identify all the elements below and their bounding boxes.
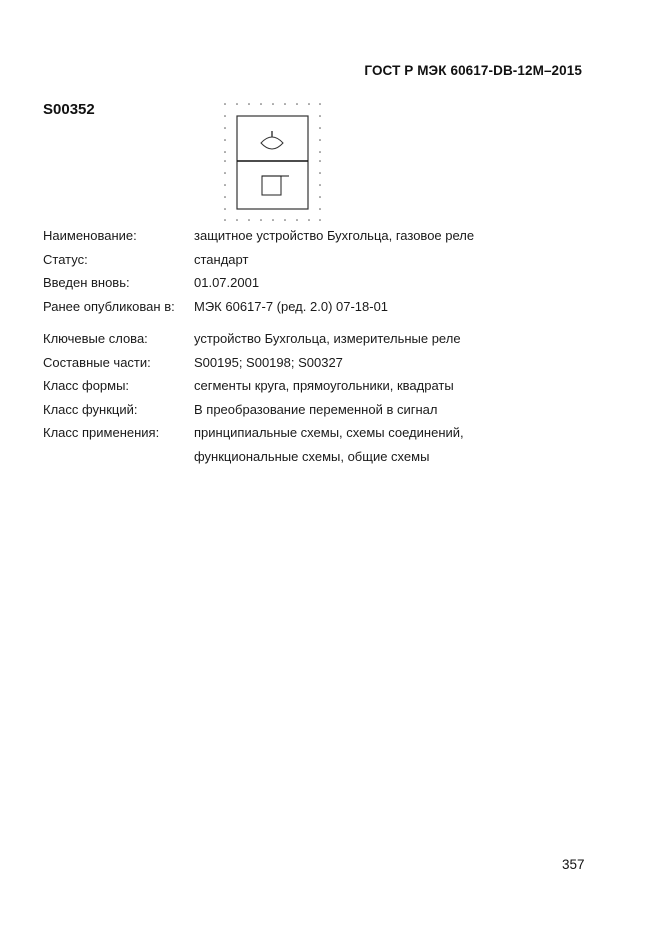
field-value: S00195; S00198; S00327 — [194, 354, 343, 370]
field-label: Класс применения: — [43, 425, 160, 440]
symbol-code: S00352 — [43, 101, 95, 118]
field-label: Ранее опубликован в: — [43, 298, 175, 314]
field-keywords — [43, 329, 474, 353]
field-value: МЭК 60617-7 (ред. 2.0) 07-18-01 — [194, 298, 389, 314]
page-number: 357 — [562, 857, 585, 872]
field-label: Наименование: — [43, 228, 137, 243]
field-shape-class — [43, 376, 474, 400]
field-application-class-continued — [43, 447, 474, 471]
symbol-properties — [43, 226, 474, 470]
field-application-class — [43, 423, 474, 447]
field-status — [43, 250, 474, 274]
field-value: сегменты круга, прямоугольники, квадраты — [194, 378, 454, 393]
field-value: функциональные схемы, общие схемы — [194, 448, 430, 464]
document-header-standard: ГОСТ Р МЭК 60617-DB-12M–2015 — [364, 63, 582, 78]
field-label: Составные части: — [43, 354, 151, 370]
field-label: Класс функций: — [43, 401, 138, 417]
field-label: Ключевые слова: — [43, 331, 148, 346]
field-value: устройство Бухгольца, измерительные реле — [194, 331, 461, 346]
field-published — [43, 297, 474, 321]
section-gap — [43, 320, 474, 329]
field-value: принципиальные схемы, схемы соединений, — [194, 425, 464, 440]
field-label: Статус: — [43, 251, 88, 267]
buchholz-relay-symbol-icon — [220, 99, 326, 225]
field-name — [43, 226, 474, 250]
field-value: В преобразование переменной в сигнал — [194, 401, 438, 417]
field-value: 01.07.2001 — [194, 275, 260, 290]
field-value: стандарт — [194, 251, 249, 267]
field-label: Класс формы: — [43, 378, 130, 393]
field-function-class — [43, 400, 474, 424]
field-introduced — [43, 273, 474, 297]
field-value: защитное устройство Бухгольца, газовое реле — [194, 228, 475, 243]
field-parts — [43, 353, 474, 377]
field-label: Введен вновь: — [43, 275, 130, 290]
